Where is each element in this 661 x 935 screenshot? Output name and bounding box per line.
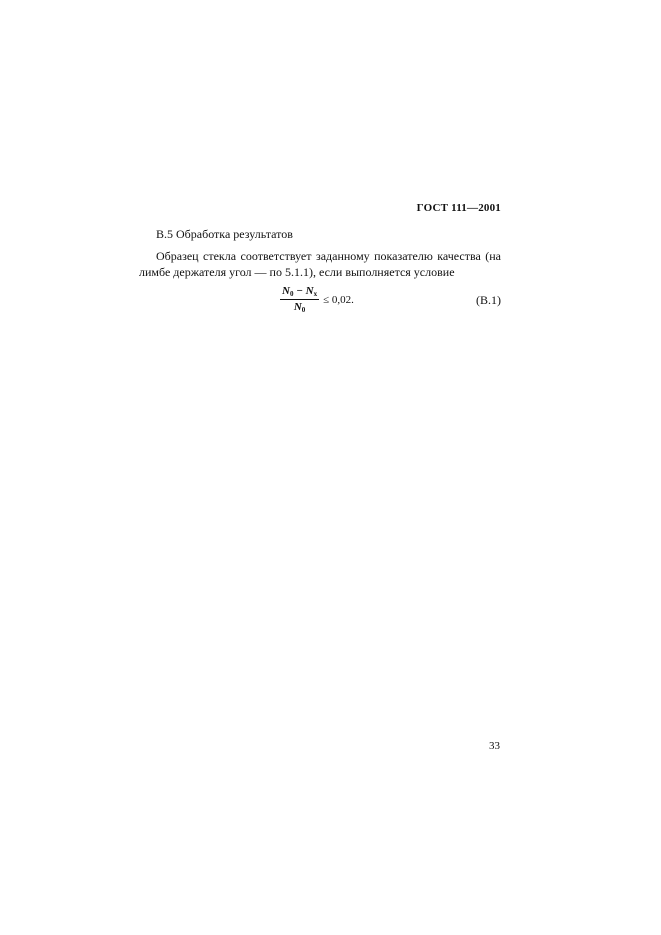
denominator-subscript: 0 xyxy=(301,306,306,314)
numerator-symbol-n0: N xyxy=(282,285,290,297)
numerator-subscript-0: 0 xyxy=(289,290,294,298)
numerator-minus: − xyxy=(293,285,306,297)
document-standard-code: ГОСТ 111—2001 xyxy=(416,202,501,214)
formula xyxy=(280,285,354,314)
body-paragraph: Образец стекла соответствует заданному показателю качества (на лимбе держателя угол — по 5.1.1), если выполняется условие xyxy=(139,249,501,279)
formula-numerator xyxy=(280,285,319,300)
page-number: 33 xyxy=(489,740,500,752)
formula-relation: ≤ 0,02. xyxy=(323,293,354,306)
numerator-subscript-x: x xyxy=(313,290,318,298)
section-heading: В.5 Обработка результатов xyxy=(156,227,293,241)
formula-number: (В.1) xyxy=(476,293,501,307)
formula-fraction xyxy=(280,285,319,314)
denominator-symbol: N xyxy=(293,301,302,313)
numerator-symbol-nx: N xyxy=(305,285,314,297)
formula-denominator xyxy=(294,300,305,314)
